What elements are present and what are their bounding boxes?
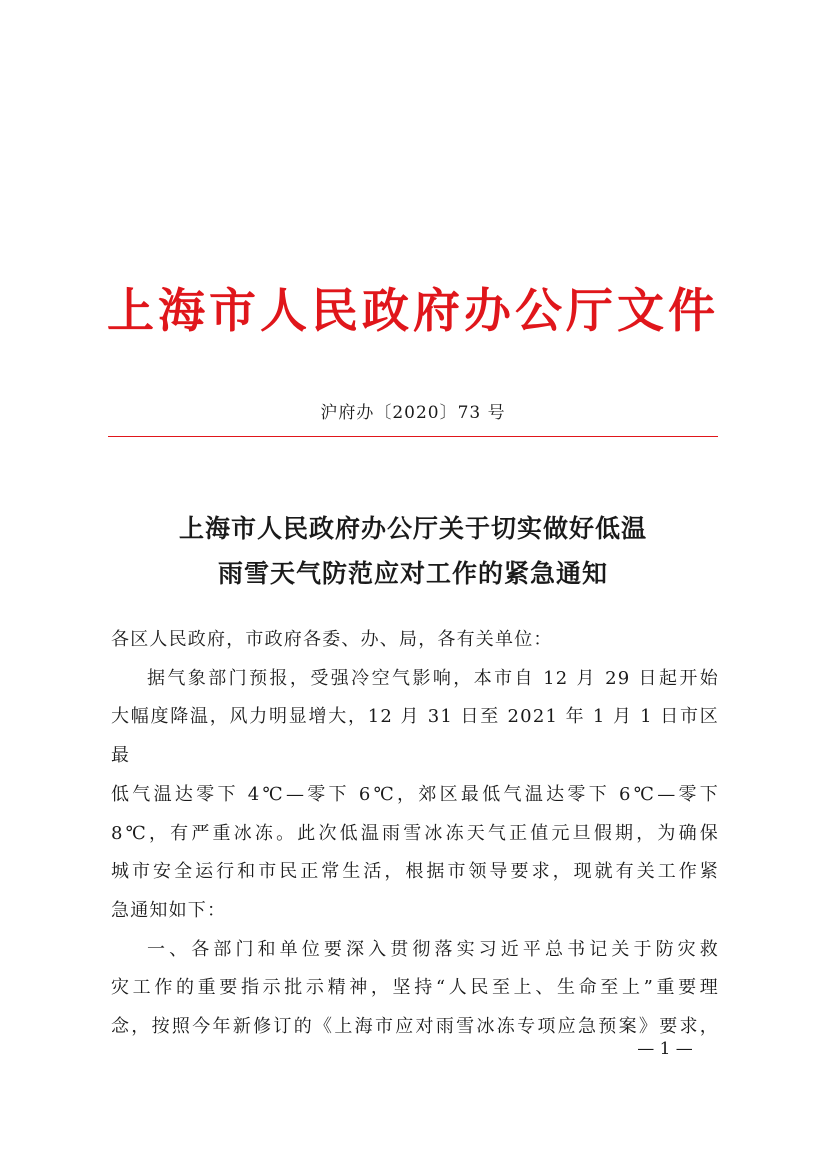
document-body [111,621,719,1047]
salutation: 各区人民政府，市政府各委、办、局，各有关单位： [111,629,553,650]
paragraph-1-line-3: 低气温达零下 4℃—零下 6℃，郊区最低气温达零下 6℃—零下 [111,783,719,805]
document-title-line-1: 上海市人民政府办公厅关于切实做好低温 [178,514,647,543]
paragraph-1-line-2: 大幅度降温，风力明显增大，12 月 31 日至 2021 年 1 月 1 日市区最 [111,706,719,767]
document-title [0,506,826,596]
paragraph-2 [111,931,719,1047]
page-number: — 1 — [637,1039,693,1059]
paragraph-1 [111,660,719,931]
paragraph-2-line-3: 念，按照今年新修订的《上海市应对雨雪冰冻专项应急预案》要求， [111,1016,719,1038]
paragraph-1-line-6: 急通知如下： [111,899,227,921]
document-number: 沪府办〔2020〕73 号 [320,403,506,423]
paragraph-1-line-5: 城市安全运行和市民正常生活，根据市领导要求，现就有关工作紧 [111,861,719,883]
issuing-authority-header: 上海市人民政府办公厅文件 [107,284,719,339]
paragraph-2-line-1: 一、各部门和单位要深入贯彻落实习近平总书记关于防灾救 [147,938,719,960]
document-title-line-2: 雨雪天气防范应对工作的紧急通知 [217,559,608,588]
red-divider-line [108,436,718,437]
paragraph-2-line-2: 灾工作的重要指示批示精神，坚持“人民至上、生命至上”重要理 [111,977,719,999]
paragraph-1-line-1: 据气象部门预报，受强冷空气影响，本市自 12 月 29 日起开始 [147,667,719,689]
paragraph-1-line-4: 8℃，有严重冰冻。此次低温雨雪冰冻天气正值元旦假期，为确保 [111,822,719,844]
